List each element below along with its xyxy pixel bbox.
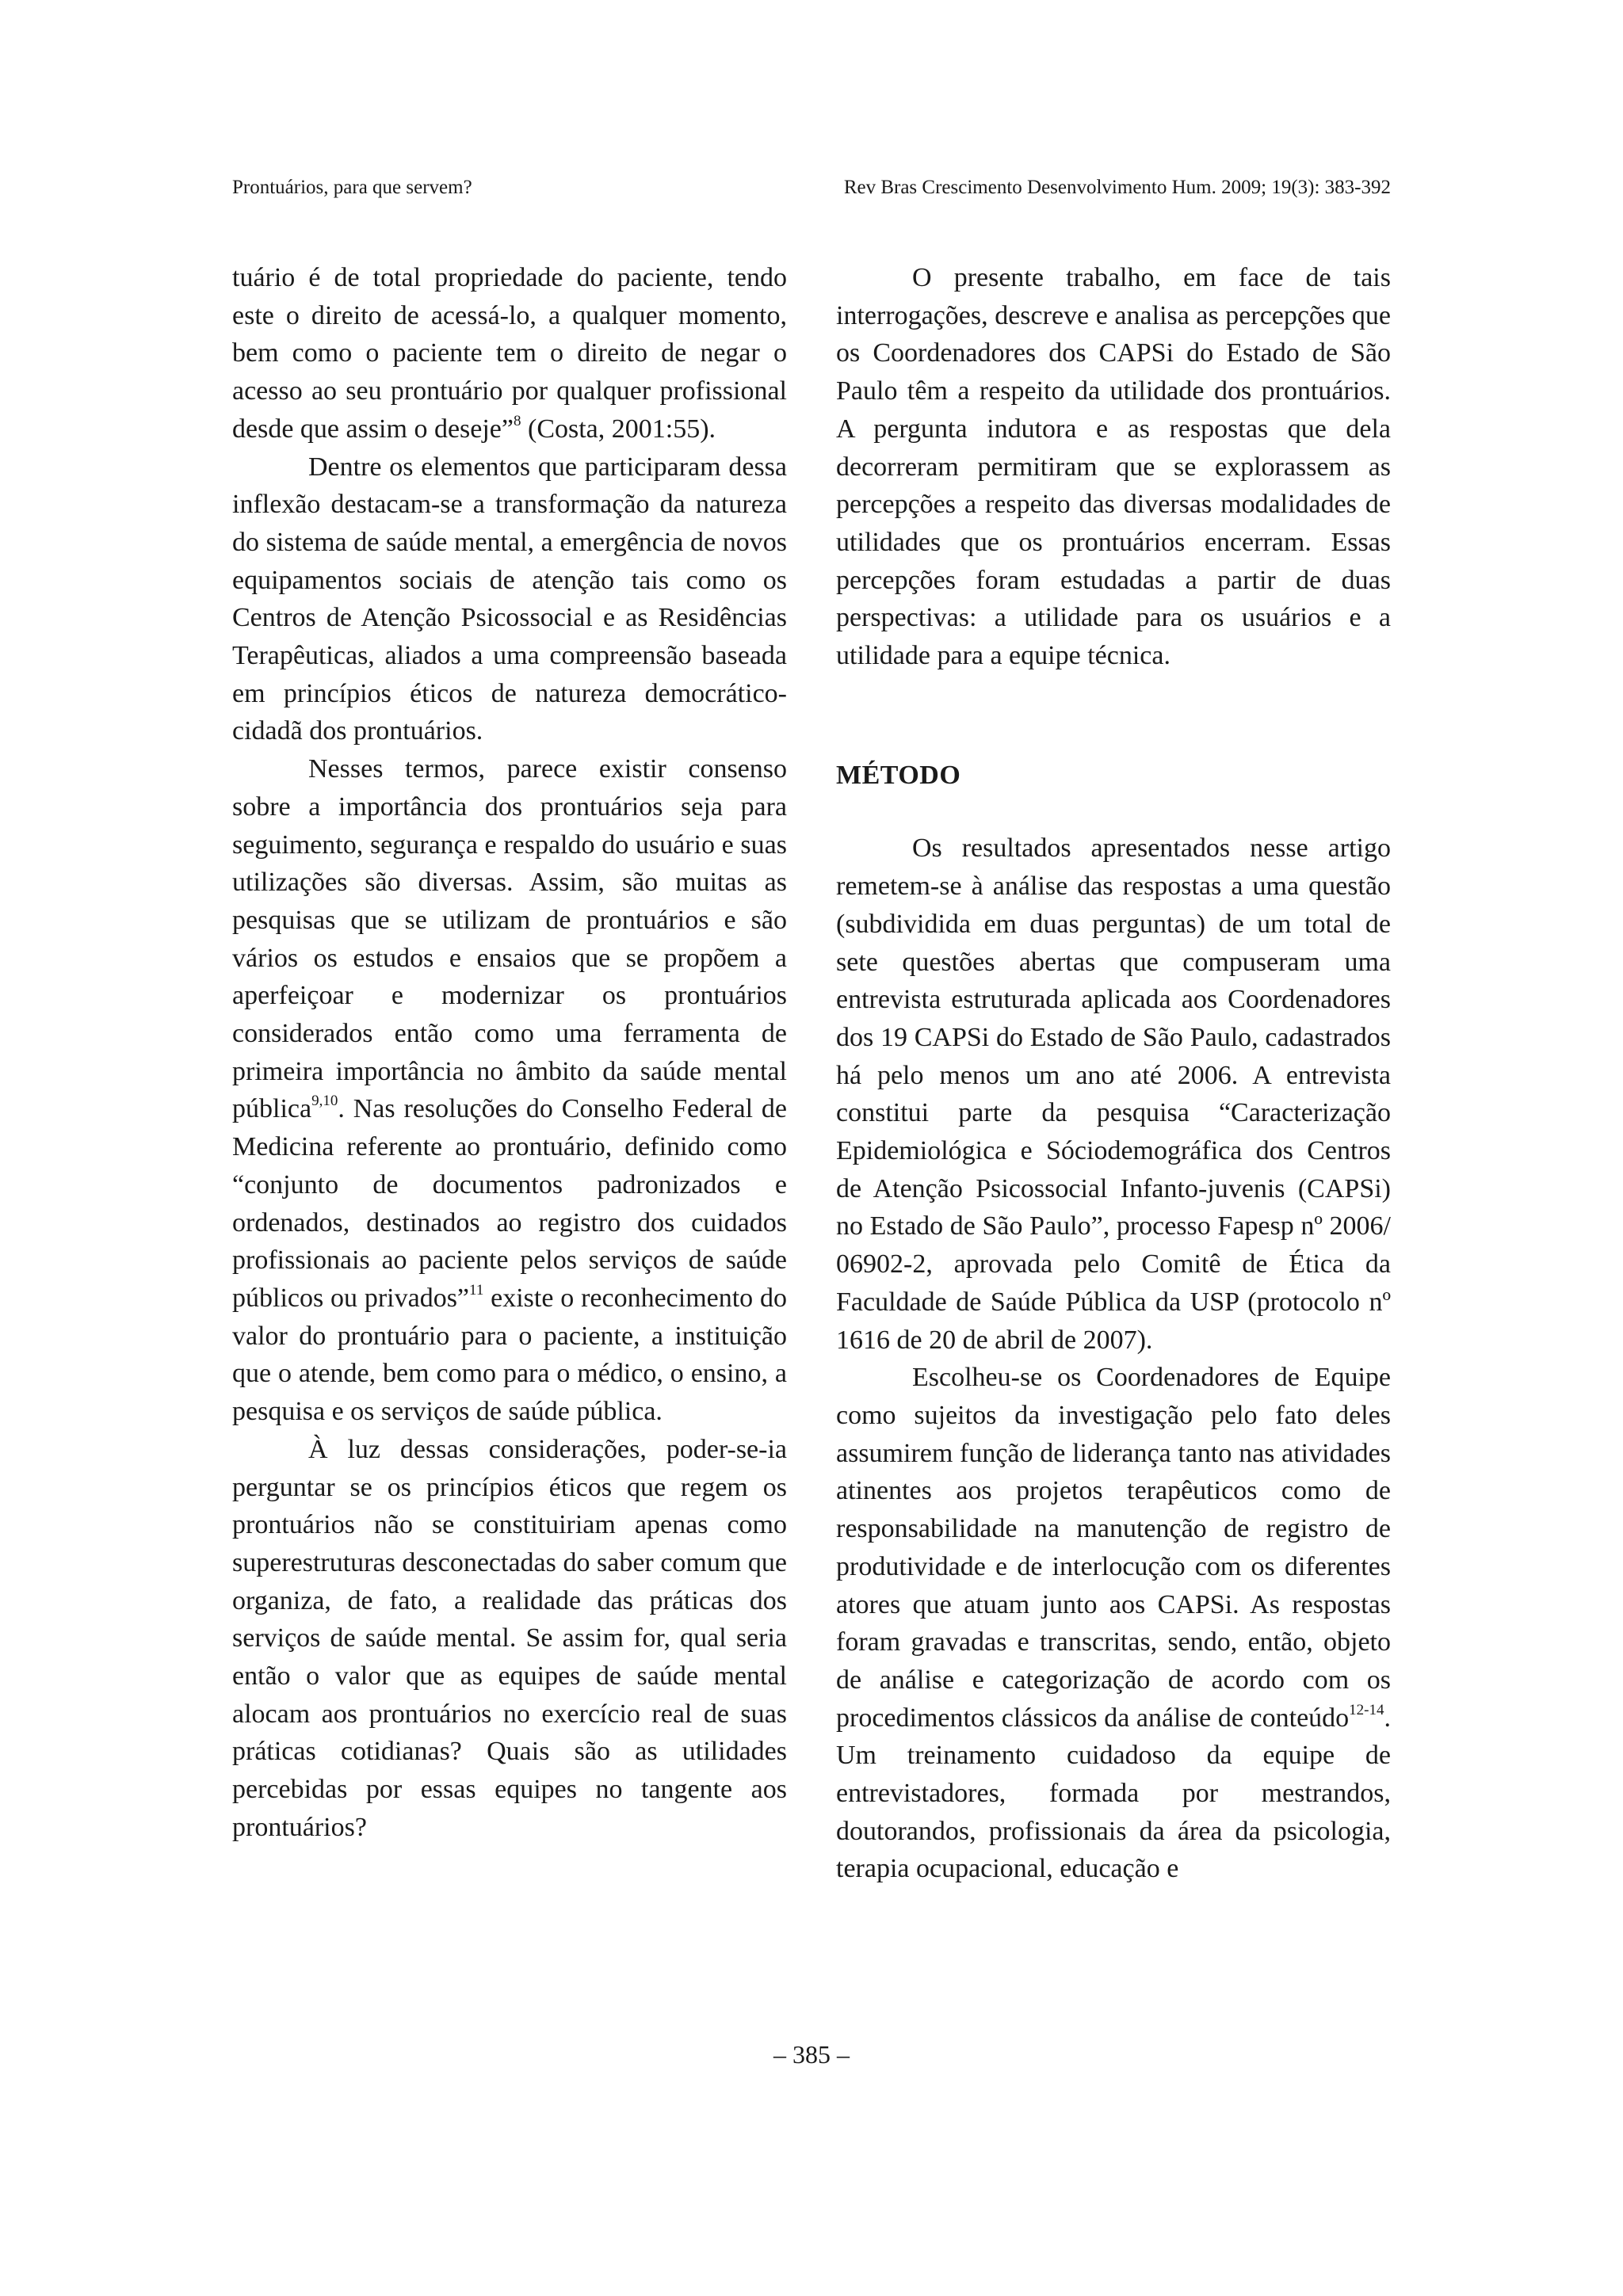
paragraph: [232, 750, 787, 1431]
paragraph: [836, 1359, 1391, 1888]
paragraph: [232, 259, 787, 448]
header-journal-citation: Rev Bras Crescimento Desenvolvimento Hum. 2009; 19(3): 383-392: [843, 177, 1391, 198]
reference-superscript: 12-14: [1349, 1701, 1384, 1718]
page-number: – 385 –: [773, 2040, 850, 2069]
paragraph-text: . Nas resoluções do Conselho Federal de Medicina referente ao prontuário, definido como “conjunto de documentos padronizados e ordenados, destinados ao registro dos cuidados profissionais ao paciente pelos serviços de saúde públicos ou privados”: [232, 1094, 787, 1313]
section-heading-metodo: MÉTODO: [836, 760, 961, 790]
paragraph: À luz dessas considerações, poder-se-ia perguntar se os princípios éticos que regem os prontuários não se constituiriam apenas como superestruturas desconectadas do saber comum que organiza, de fato, a realidade das práticas dos serviços de saúde mental. Se assim for, qual seria então o valor que as equipes de saúde mental alocam aos prontuários no exercício real de suas práticas cotidianas? Quais são as utilidades percebidas por essas equipes no tangente aos prontuários?: [232, 1434, 787, 1842]
paragraph-text: existe o reconhecimento do valor do prontuário para o paciente, a instituição que o atende, bem como para o médico, o ensino, a pesquisa e os serviços de saúde pública.: [232, 1283, 787, 1427]
paragraph-text: (Costa, 2001:55).: [521, 414, 716, 444]
header-article-title: Prontuários, para que servem?: [232, 177, 472, 198]
running-header: [232, 176, 1391, 200]
paragraph: O presente trabalho, em face de tais interrogações, descreve e analisa as percepções que os Coordenadores dos CAPSi do Estado de São Paulo têm a respeito da utilidade dos prontuários. A pergunta indutora e as respostas que dela decorreram permitiram que se explorassem as percepções a respeito das diversas modalidades de utilidades que os prontuários encerram. Essas percepções foram estudadas a partir de duas perspectivas: a utilidade para os usuários e a utilidade para a equipe técnica.: [836, 263, 1391, 671]
left-column: [232, 259, 787, 1847]
paragraph-text: tuário é de total propriedade do paciente, tendo este o direito de acessá-lo, a qualquer momento, bem como o paciente tem o direito de negar o acesso ao seu prontuário por qualquer profissional desde que assim o deseje”: [232, 263, 787, 444]
paragraph: Dentre os elementos que participaram dessa inflexão destacam-se a transformação da natureza do sistema de saúde mental, a emergência de novos equipamentos sociais de atenção tais como os Centros de Atenção Psicossocial e as Residências Terapêuticas, aliados a uma compreensão baseada em princípios éticos de natureza democrático-cidadã dos prontuários.: [232, 452, 787, 746]
reference-superscript: 9,10: [311, 1093, 338, 1110]
reference-superscript: 8: [514, 412, 521, 429]
paragraph-text: Nesses termos, parece existir consenso sobre a importância dos prontuários seja para seguimento, segurança e respaldo do usuário e suas utilizações são diversas. Assim, são muitas as pesquisas que se utilizam de prontuários e são vários os estudos e ensaios que se propõem a aperfeiçoar e modernizar os prontuários considerados então como uma ferramenta de primeira importância no âmbito da saúde mental pública: [232, 754, 787, 1124]
paragraph-text: . Um treinamento cuidadoso da equipe de entrevistadores, formada por mestrandos, doutorandos, profissionais da área da psicologia, terapia ocupacional, educação e: [836, 1703, 1391, 1884]
reference-superscript: 11: [469, 1281, 484, 1299]
right-column: [836, 259, 1391, 1888]
paragraph-text: Escolheu-se os Coordenadores de Equipe como sujeitos da investigação pelo fato deles assumirem função de liderança tanto nas atividades atinentes aos projetos terapêuticos como de responsabilidade na manutenção de registro de produtividade e de interlocução com os diferentes atores que atuam junto aos CAPSi. As respostas foram gravadas e transcritas, sendo, então, objeto de análise e categorização de acordo com os procedimentos clássicos da análise de conteúdo: [836, 1363, 1391, 1733]
paragraph: Os resultados apresentados nesse artigo remetem-se à análise das respostas a uma questão (subdividida em duas perguntas) de um total de sete questões abertas que compuseram uma entrevista estruturada aplicada aos Coordenadores dos 19 CAPSi do Estado de São Paulo, cadastrados há pelo menos um ano até 2006. A entrevista constitui parte da pesquisa “Caracterização Epidemiológica e Sóciodemográfica dos Centros de Atenção Psicossocial Infanto-juvenis (CAPSi) no Estado de São Paulo”, processo Fapesp nº 2006/ 06902-2, aprovada pelo Comitê de Ética da Faculdade de Saúde Pública da USP (protocolo nº 1616 de 20 de abril de 2007).: [836, 833, 1391, 1355]
